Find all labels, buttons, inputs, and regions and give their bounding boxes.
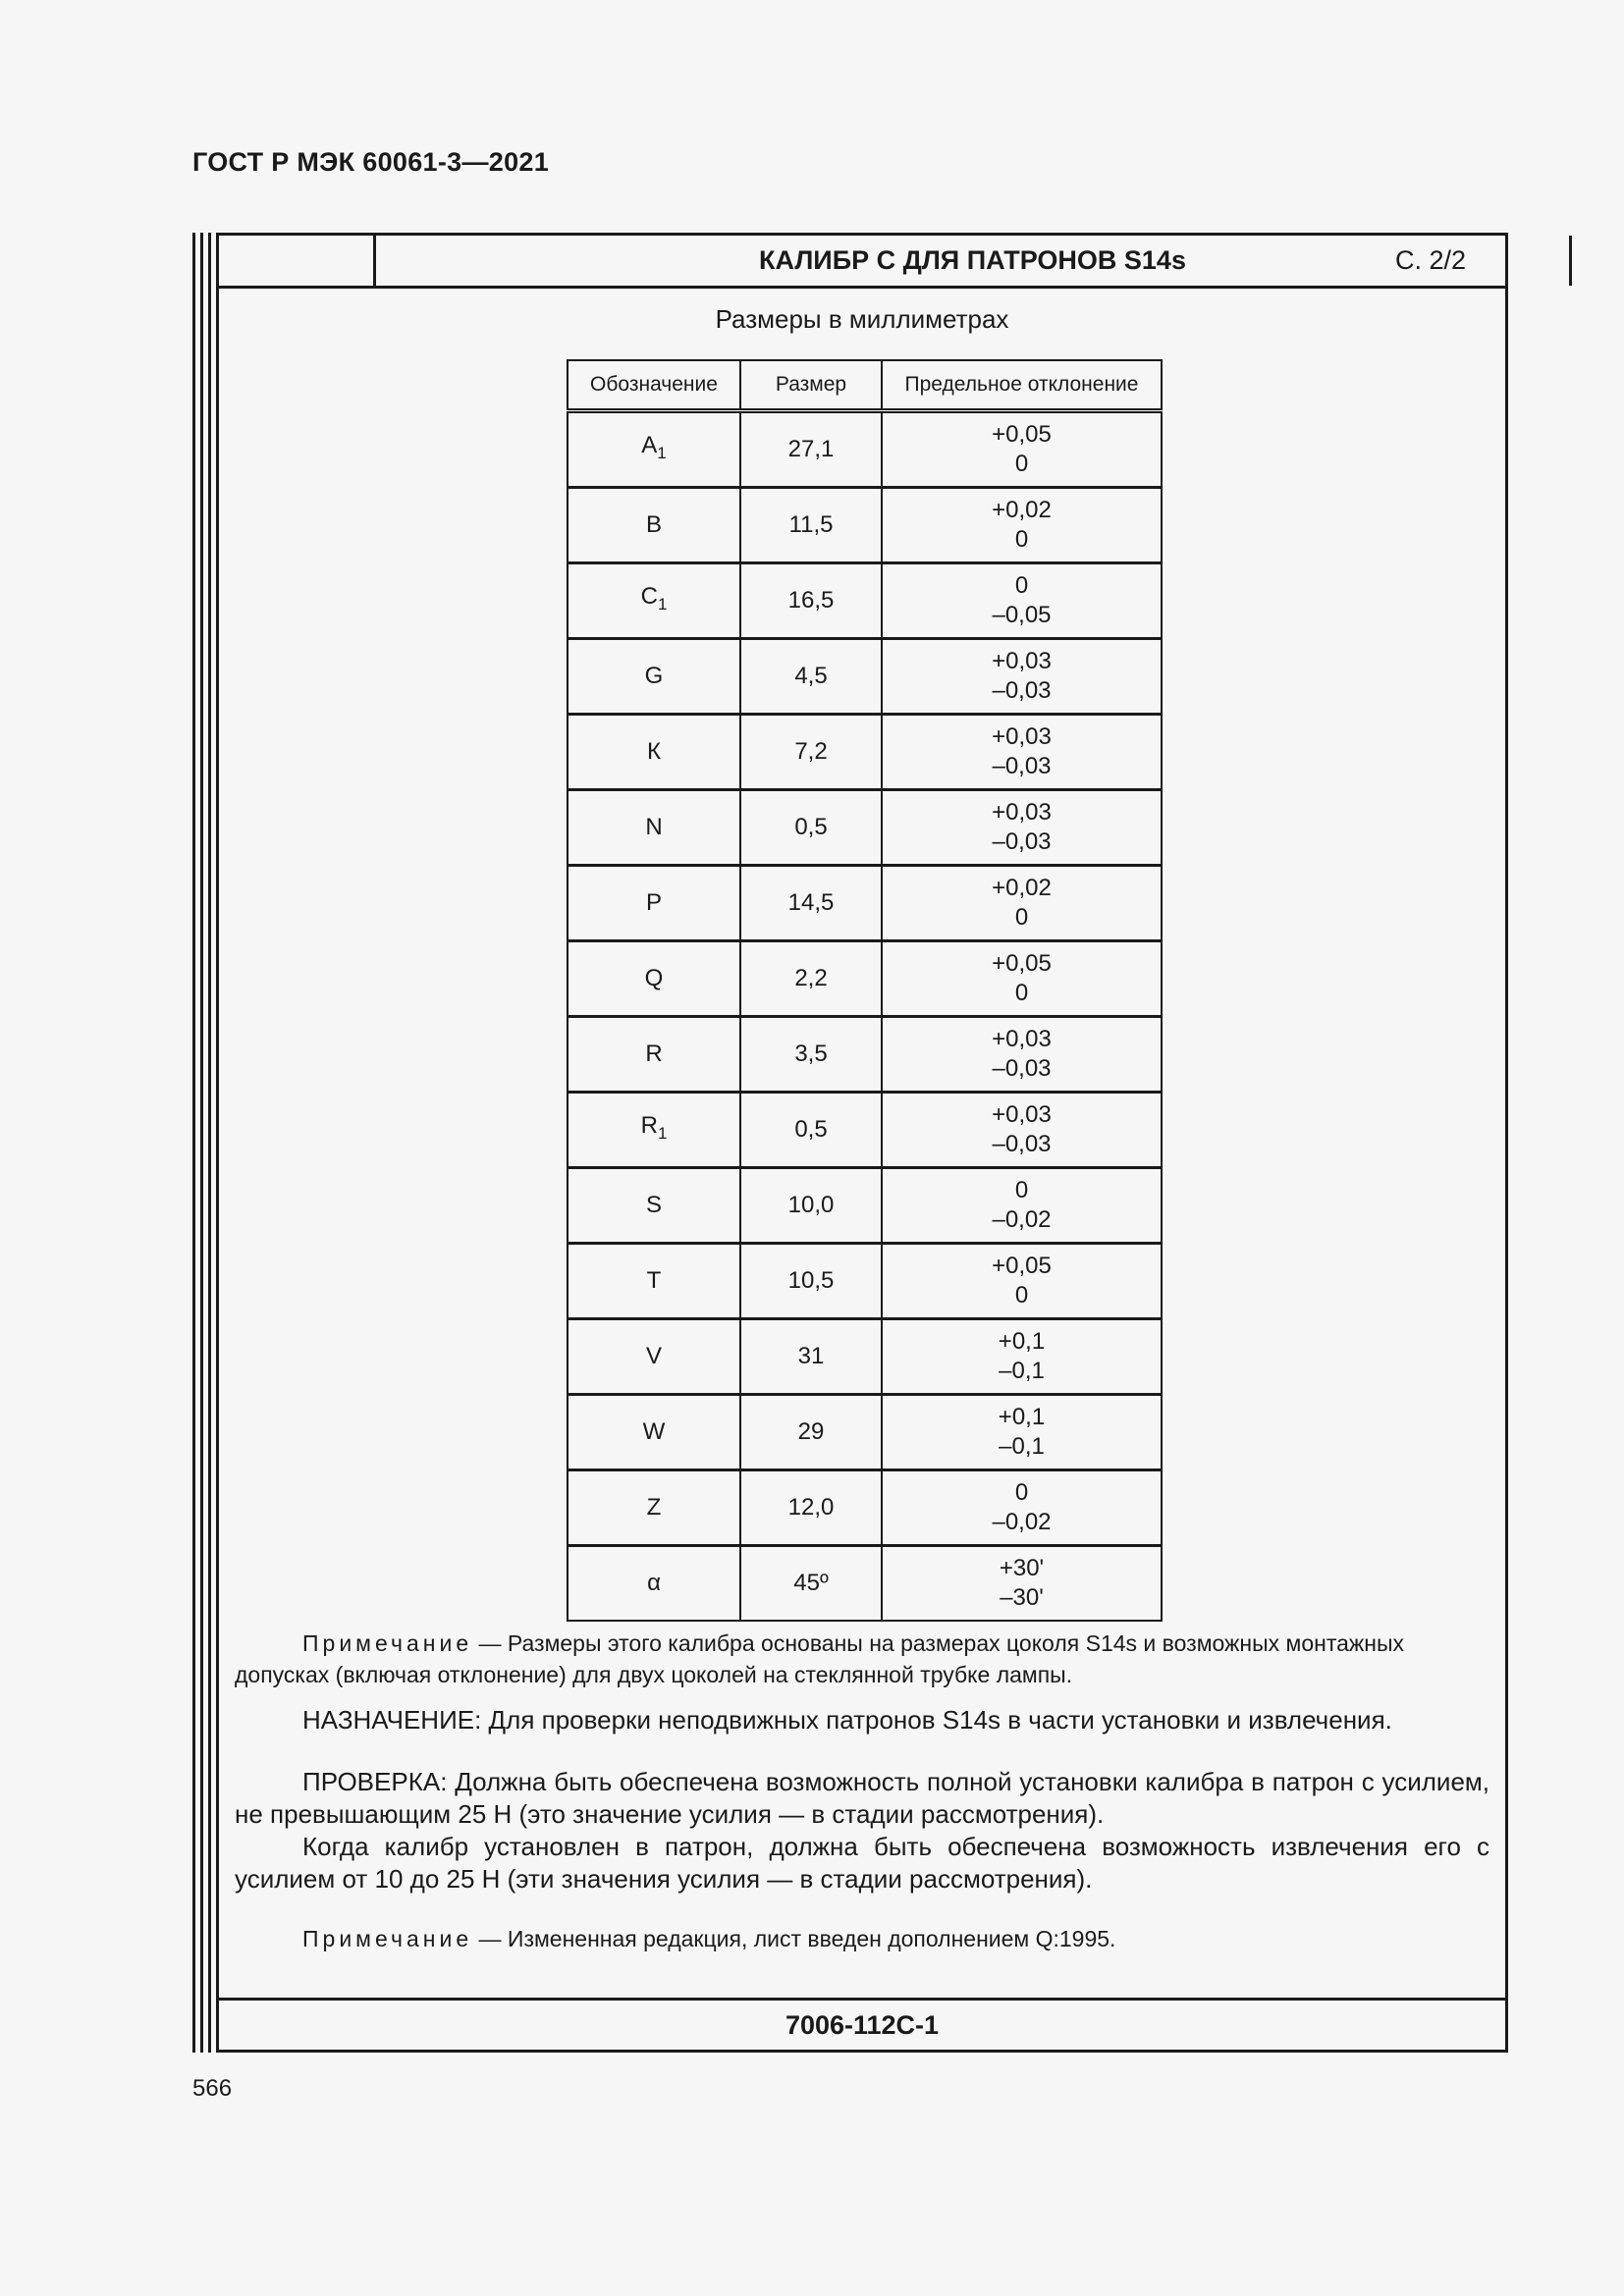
symbol: P [645, 889, 662, 916]
size-cell: 10,0 [740, 1168, 882, 1244]
lower-deviation: –0,05 [992, 602, 1052, 628]
lower-deviation: 0 [1014, 904, 1029, 931]
symbol-cell [568, 1470, 740, 1546]
symbol-cell [568, 1017, 740, 1093]
note-2 [235, 1923, 1489, 1954]
deviation-cell [882, 790, 1162, 866]
upper-deviation: +0,02 [992, 875, 1052, 901]
deviation-cell [882, 1319, 1162, 1395]
symbol: R [640, 1112, 658, 1140]
lower-deviation: –0,1 [999, 1358, 1045, 1384]
symbol: B [645, 511, 662, 538]
size-cell: 12,0 [740, 1470, 882, 1546]
symbol: N [645, 814, 663, 840]
symbol: R [645, 1041, 663, 1067]
binding-line-1 [192, 233, 195, 2053]
deviation-cell [882, 1470, 1162, 1546]
upper-deviation: 0 [1014, 1177, 1029, 1203]
column-header-deviation: Предельное отклонение [882, 360, 1162, 411]
size-cell: 16,5 [740, 563, 882, 639]
note-2-label: Примечание [302, 1926, 473, 1951]
upper-deviation: +0,02 [992, 497, 1052, 523]
upper-deviation: +0,1 [998, 1404, 1046, 1430]
symbol: C [640, 583, 658, 611]
check-text-2: Когда калибр установлен в патрон, должна быть обеспечена возможность извлечения его с усилием от 10 до 25 Н (эти значения усилия — в стадии рассмотрения). [235, 1832, 1489, 1894]
binding-line-2 [200, 233, 203, 2053]
symbol-cell [568, 1319, 740, 1395]
binding-line-3 [208, 233, 211, 2053]
symbol-subscript: 1 [657, 443, 667, 462]
symbol: Z [646, 1494, 662, 1521]
symbol-cell [568, 1546, 740, 1622]
upper-deviation: +0,03 [992, 1026, 1052, 1052]
deviation-cell [882, 1093, 1162, 1168]
size-cell: 0,5 [740, 790, 882, 866]
symbol: T [646, 1267, 662, 1294]
size-cell: 14,5 [740, 866, 882, 941]
table-body [568, 411, 1162, 1622]
symbol-cell [568, 488, 740, 563]
table-row [568, 1319, 1162, 1395]
note-2-text: — Измененная редакция, лист введен дополнением Q:1995. [472, 1926, 1116, 1951]
table-row [568, 639, 1162, 715]
deviation-cell [882, 715, 1162, 790]
upper-deviation: +0,1 [998, 1328, 1046, 1355]
symbol-cell [568, 411, 740, 488]
lower-deviation: 0 [1014, 526, 1029, 553]
symbol-cell [568, 639, 740, 715]
note-1 [235, 1628, 1489, 1690]
upper-deviation: +0,05 [992, 1253, 1052, 1279]
symbol: К [647, 738, 661, 765]
table-row [568, 1093, 1162, 1168]
table-header-row [568, 360, 1162, 411]
symbol: A [641, 432, 658, 459]
sheet-frame [216, 233, 1508, 2053]
symbol: S [645, 1192, 662, 1218]
document-header: ГОСТ Р МЭК 60061-3—2021 [192, 147, 550, 177]
size-cell: 10,5 [740, 1244, 882, 1319]
symbol: G [644, 663, 664, 689]
size-cell: 2,2 [740, 941, 882, 1017]
lower-deviation: –0,02 [992, 1206, 1052, 1233]
upper-deviation: 0 [1014, 1479, 1029, 1506]
note-1-label: Примечание [302, 1630, 473, 1656]
lower-deviation: –30' [1000, 1584, 1044, 1611]
size-cell: 45º [740, 1546, 882, 1622]
table-row [568, 1546, 1162, 1622]
sheet-number: С. 2/2 [1394, 245, 1467, 275]
symbol-cell [568, 1244, 740, 1319]
upper-deviation: 0 [1014, 572, 1029, 599]
upper-deviation: +30' [999, 1555, 1045, 1581]
symbol-cell [568, 563, 740, 639]
lower-deviation: –0,03 [992, 753, 1052, 779]
lower-deviation: –0,1 [999, 1433, 1045, 1460]
symbol-cell [568, 941, 740, 1017]
upper-deviation: +0,05 [992, 421, 1052, 448]
symbol-cell [568, 715, 740, 790]
lower-deviation: –0,03 [992, 677, 1052, 704]
lower-deviation: 0 [1014, 451, 1029, 477]
column-header-symbol: Обозначение [568, 360, 740, 411]
symbol-cell [568, 1093, 740, 1168]
table-row [568, 1470, 1162, 1546]
page-number: 566 [192, 2075, 233, 2102]
lower-deviation: –0,03 [992, 828, 1052, 855]
deviation-cell [882, 1546, 1162, 1622]
table-row [568, 488, 1162, 563]
symbol: V [645, 1343, 662, 1369]
size-cell: 31 [740, 1319, 882, 1395]
deviation-cell [882, 1168, 1162, 1244]
dimensions-table [567, 359, 1163, 1622]
upper-deviation: +0,03 [992, 799, 1052, 826]
symbol: W [642, 1418, 666, 1445]
table-row [568, 941, 1162, 1017]
table-row [568, 866, 1162, 941]
deviation-cell [882, 488, 1162, 563]
units-caption: Размеры в миллиметрах [715, 304, 1009, 334]
deviation-cell [882, 1395, 1162, 1470]
upper-deviation: +0,03 [992, 723, 1052, 750]
symbol-cell [568, 790, 740, 866]
deviation-cell [882, 639, 1162, 715]
lower-deviation: 0 [1014, 1282, 1029, 1308]
table-row [568, 563, 1162, 639]
symbol-subscript: 1 [657, 594, 668, 614]
size-cell: 29 [740, 1395, 882, 1470]
drawing-code: 7006-112С-1 [219, 1998, 1505, 2050]
sheet-title: КАЛИБР С ДЛЯ ПАТРОНОВ S14s [376, 236, 1572, 286]
symbol-cell [568, 866, 740, 941]
symbol-cell [568, 1395, 740, 1470]
check-text-1: ПРОВЕРКА: Должна быть обеспечена возможность полной установки калибра в патрон с усилием, не превышающим 25 Н (это значение усилия — в стадии рассмотрения). [235, 1767, 1489, 1829]
deviation-cell [882, 1244, 1162, 1319]
title-left-cell [219, 236, 376, 286]
symbol-subscript: 1 [657, 1123, 668, 1143]
upper-deviation: +0,05 [992, 950, 1052, 977]
size-cell: 4,5 [740, 639, 882, 715]
upper-deviation: +0,03 [992, 1101, 1052, 1128]
lower-deviation: –0,02 [992, 1509, 1052, 1535]
table-row [568, 411, 1162, 488]
notes-section [235, 1628, 1489, 1954]
table-row [568, 1017, 1162, 1093]
deviation-cell [882, 563, 1162, 639]
table-row [568, 715, 1162, 790]
table-row [568, 1395, 1162, 1470]
table-row [568, 1244, 1162, 1319]
size-cell: 3,5 [740, 1017, 882, 1093]
deviation-cell [882, 1017, 1162, 1093]
symbol: Q [644, 965, 664, 991]
deviation-cell [882, 411, 1162, 488]
upper-deviation: +0,03 [992, 648, 1052, 674]
symbol-cell [568, 1168, 740, 1244]
size-cell: 0,5 [740, 1093, 882, 1168]
column-header-size: Размер [740, 360, 882, 411]
purpose-text: НАЗНАЧЕНИЕ: Для проверки неподвижных патронов S14s в части установки и извлечения. [302, 1705, 1392, 1735]
note-1-text: — Размеры этого калибра основаны на размерах цоколя S14s и возможных монтажных допусках (включая отклонение) для двух цоколей на стеклянной трубке лампы. [235, 1630, 1405, 1687]
lower-deviation: –0,03 [992, 1055, 1052, 1082]
symbol: α [647, 1570, 661, 1596]
deviation-cell [882, 941, 1162, 1017]
size-cell: 7,2 [740, 715, 882, 790]
table-row [568, 1168, 1162, 1244]
lower-deviation: 0 [1014, 980, 1029, 1006]
lower-deviation: –0,03 [992, 1131, 1052, 1157]
table-row [568, 790, 1162, 866]
size-cell: 27,1 [740, 411, 882, 488]
size-cell: 11,5 [740, 488, 882, 563]
title-row [219, 236, 1505, 289]
deviation-cell [882, 866, 1162, 941]
